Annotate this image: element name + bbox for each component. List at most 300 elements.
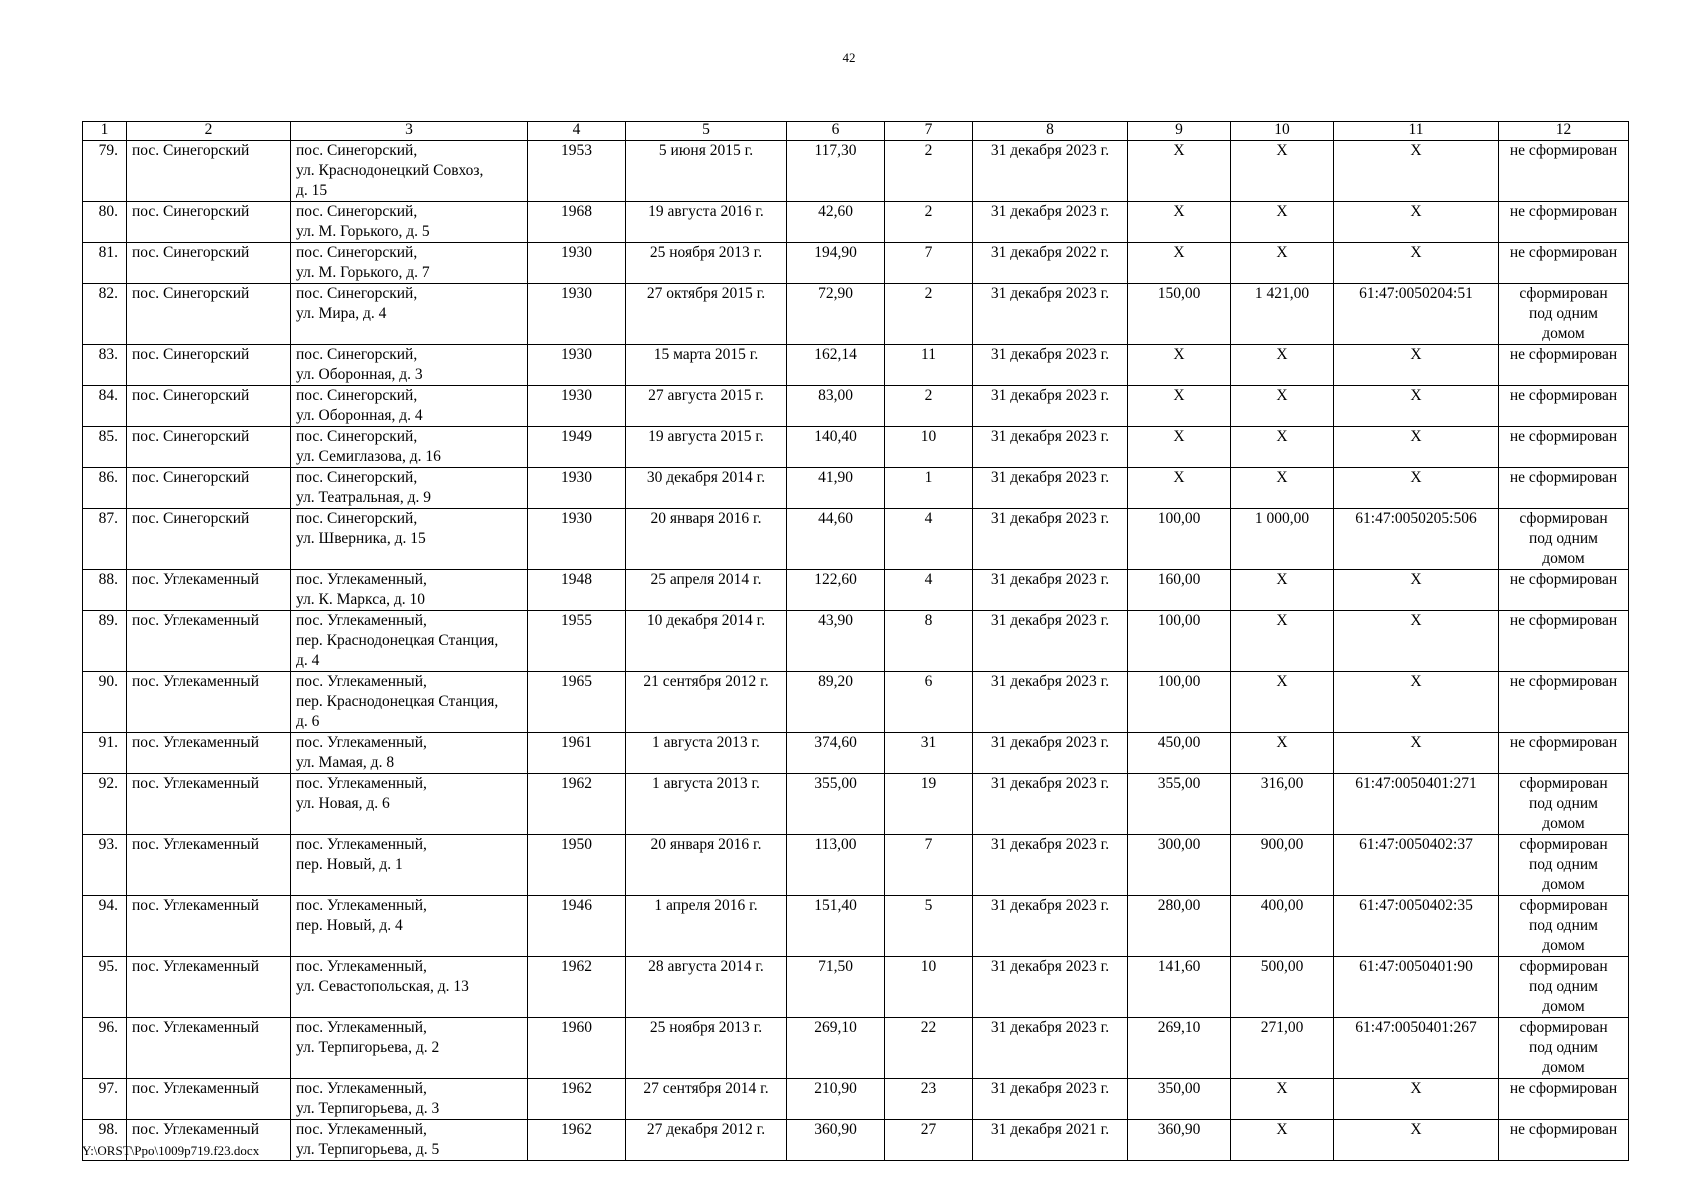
address-line: пос. Синегорский, — [296, 469, 418, 486]
residents-cell: 2 — [885, 141, 973, 202]
settlement-cell: пос. Синегорский — [127, 141, 291, 202]
address-line: ул. Терпигорьева, д. 3 — [296, 1100, 440, 1117]
cadastral-cell: Х — [1334, 611, 1499, 672]
file-path-footer: Y:\ORST\Ppo\1009p719.f23.docx — [82, 1143, 260, 1158]
settlement-cell: пос. Синегорский — [127, 468, 291, 509]
table-body — [83, 122, 1629, 1161]
status-line: сформирован — [1519, 285, 1608, 302]
residents-cell: 1 — [885, 468, 973, 509]
cadastral-cell: 61:47:0050205:506 — [1334, 509, 1499, 570]
status-line: не сформирован — [1509, 571, 1618, 588]
year-cell: 1961 — [528, 733, 626, 774]
col9-cell: 350,00 — [1128, 1079, 1231, 1120]
address-cell — [291, 1079, 528, 1120]
status-line: домом — [1542, 876, 1585, 893]
area-cell: 269,10 — [787, 1018, 885, 1079]
area-cell: 360,90 — [787, 1120, 885, 1161]
row-number: 98. — [83, 1120, 127, 1161]
area-cell: 113,00 — [787, 835, 885, 896]
address-line: пер. Новый, д. 1 — [296, 856, 403, 873]
cadastral-cell: Х — [1334, 468, 1499, 509]
status-line: не сформирован — [1509, 734, 1618, 751]
table-row — [83, 1079, 1629, 1120]
row-number: 80. — [83, 202, 127, 243]
address-line: пос. Синегорский, — [296, 387, 418, 404]
table-row — [83, 509, 1629, 570]
area-cell: 72,90 — [787, 284, 885, 345]
cadastral-cell: 61:47:0050401:267 — [1334, 1018, 1499, 1079]
address-line: д. 15 — [296, 182, 328, 199]
column-header: 10 — [1231, 122, 1334, 141]
date-cell: 19 августа 2015 г. — [626, 427, 787, 468]
col9-cell: 100,00 — [1128, 672, 1231, 733]
year-cell: 1968 — [528, 202, 626, 243]
table-row — [83, 141, 1629, 202]
table-row — [83, 284, 1629, 345]
status-cell — [1499, 896, 1629, 957]
deadline-cell: 31 декабря 2023 г. — [973, 468, 1128, 509]
cadastral-cell: Х — [1334, 1120, 1499, 1161]
settlement-cell: пос. Углекаменный — [127, 672, 291, 733]
address-line: ул. Шверника, д. 15 — [296, 530, 426, 547]
year-cell: 1962 — [528, 1079, 626, 1120]
status-line: под одним — [1529, 305, 1598, 322]
housing-table — [82, 121, 1629, 1161]
status-line: не сформирован — [1509, 387, 1618, 404]
residents-cell: 8 — [885, 611, 973, 672]
column-header: 4 — [528, 122, 626, 141]
status-line: сформирован — [1519, 775, 1608, 792]
col9-cell: Х — [1128, 345, 1231, 386]
area-cell: 122,60 — [787, 570, 885, 611]
status-line: не сформирован — [1509, 469, 1618, 486]
col10-cell: Х — [1231, 427, 1334, 468]
status-line: под одним — [1529, 917, 1598, 934]
date-cell: 25 апреля 2014 г. — [626, 570, 787, 611]
table-row — [83, 1018, 1629, 1079]
status-line: домом — [1542, 937, 1585, 954]
address-line: пос. Синегорский, — [296, 285, 418, 302]
residents-cell: 22 — [885, 1018, 973, 1079]
status-cell — [1499, 733, 1629, 774]
status-cell — [1499, 774, 1629, 835]
area-cell: 194,90 — [787, 243, 885, 284]
deadline-cell: 31 декабря 2023 г. — [973, 570, 1128, 611]
address-cell — [291, 427, 528, 468]
address-line: д. 6 — [296, 713, 320, 730]
status-line: под одним — [1529, 530, 1598, 547]
date-cell: 27 октября 2015 г. — [626, 284, 787, 345]
row-number: 91. — [83, 733, 127, 774]
residents-cell: 23 — [885, 1079, 973, 1120]
address-line: пос. Синегорский, — [296, 510, 418, 527]
residents-cell: 6 — [885, 672, 973, 733]
deadline-cell: 31 декабря 2023 г. — [973, 1079, 1128, 1120]
address-cell — [291, 386, 528, 427]
col9-cell: 160,00 — [1128, 570, 1231, 611]
col10-cell: 900,00 — [1231, 835, 1334, 896]
table-row — [83, 202, 1629, 243]
settlement-cell: пос. Синегорский — [127, 202, 291, 243]
deadline-cell: 31 декабря 2023 г. — [973, 284, 1128, 345]
status-line: домом — [1542, 550, 1585, 567]
status-cell — [1499, 427, 1629, 468]
settlement-cell: пос. Углекаменный — [127, 1079, 291, 1120]
row-number: 79. — [83, 141, 127, 202]
deadline-cell: 31 декабря 2023 г. — [973, 896, 1128, 957]
settlement-cell: пос. Синегорский — [127, 243, 291, 284]
status-line: не сформирован — [1509, 428, 1618, 445]
address-line: пер. Краснодонецкая Станция, — [296, 632, 499, 649]
year-cell: 1950 — [528, 835, 626, 896]
status-line: домом — [1542, 998, 1585, 1015]
address-line: д. 4 — [296, 652, 320, 669]
date-cell: 21 сентября 2012 г. — [626, 672, 787, 733]
address-line: пос. Синегорский, — [296, 142, 418, 159]
area-cell: 374,60 — [787, 733, 885, 774]
row-number: 92. — [83, 774, 127, 835]
cadastral-cell: Х — [1334, 733, 1499, 774]
col10-cell: Х — [1231, 141, 1334, 202]
col9-cell: 450,00 — [1128, 733, 1231, 774]
address-cell — [291, 835, 528, 896]
address-line: пос. Углекаменный, — [296, 1121, 427, 1138]
settlement-cell: пос. Углекаменный — [127, 835, 291, 896]
row-number: 96. — [83, 1018, 127, 1079]
address-cell — [291, 284, 528, 345]
status-line: под одним — [1529, 1039, 1598, 1056]
col9-cell: Х — [1128, 427, 1231, 468]
status-line: домом — [1542, 325, 1585, 342]
area-cell: 42,60 — [787, 202, 885, 243]
status-line: сформирован — [1519, 958, 1608, 975]
col9-cell: 360,90 — [1128, 1120, 1231, 1161]
residents-cell: 7 — [885, 243, 973, 284]
table-row — [83, 427, 1629, 468]
status-line: не сформирован — [1509, 244, 1618, 261]
date-cell: 1 августа 2013 г. — [626, 774, 787, 835]
year-cell: 1960 — [528, 1018, 626, 1079]
year-cell: 1948 — [528, 570, 626, 611]
year-cell: 1930 — [528, 345, 626, 386]
residents-cell: 31 — [885, 733, 973, 774]
address-line: пер. Краснодонецкая Станция, — [296, 693, 499, 710]
row-number: 84. — [83, 386, 127, 427]
row-number: 88. — [83, 570, 127, 611]
year-cell: 1946 — [528, 896, 626, 957]
col10-cell: Х — [1231, 611, 1334, 672]
status-cell — [1499, 1079, 1629, 1120]
deadline-cell: 31 декабря 2023 г. — [973, 509, 1128, 570]
address-line: ул. Оборонная, д. 4 — [296, 407, 423, 424]
col10-cell: Х — [1231, 468, 1334, 509]
column-header: 11 — [1334, 122, 1499, 141]
status-cell — [1499, 570, 1629, 611]
col10-cell: Х — [1231, 1079, 1334, 1120]
column-header: 2 — [127, 122, 291, 141]
year-cell: 1930 — [528, 468, 626, 509]
area-cell: 162,14 — [787, 345, 885, 386]
address-cell — [291, 611, 528, 672]
address-line: пос. Углекаменный, — [296, 1080, 427, 1097]
table-row — [83, 570, 1629, 611]
address-line: пос. Углекаменный, — [296, 612, 427, 629]
date-cell: 1 августа 2013 г. — [626, 733, 787, 774]
year-cell: 1965 — [528, 672, 626, 733]
settlement-cell: пос. Углекаменный — [127, 957, 291, 1018]
address-line: ул. Семиглазова, д. 16 — [296, 448, 441, 465]
settlement-cell: пос. Углекаменный — [127, 896, 291, 957]
deadline-cell: 31 декабря 2023 г. — [973, 611, 1128, 672]
status-line: под одним — [1529, 856, 1598, 873]
address-cell — [291, 672, 528, 733]
address-cell — [291, 468, 528, 509]
status-cell — [1499, 1018, 1629, 1079]
address-line: ул. Театральная, д. 9 — [296, 489, 431, 506]
row-number: 85. — [83, 427, 127, 468]
deadline-cell: 31 декабря 2023 г. — [973, 835, 1128, 896]
status-line: сформирован — [1519, 836, 1608, 853]
row-number: 82. — [83, 284, 127, 345]
col10-cell: Х — [1231, 733, 1334, 774]
col10-cell: 1 421,00 — [1231, 284, 1334, 345]
year-cell: 1962 — [528, 774, 626, 835]
area-cell: 83,00 — [787, 386, 885, 427]
address-line: пос. Синегорский, — [296, 203, 418, 220]
address-cell — [291, 141, 528, 202]
table-row — [83, 835, 1629, 896]
table-row — [83, 386, 1629, 427]
cadastral-cell: Х — [1334, 141, 1499, 202]
address-cell — [291, 1120, 528, 1161]
address-line: ул. К. Маркса, д. 10 — [296, 591, 426, 608]
col9-cell: 100,00 — [1128, 509, 1231, 570]
column-header: 12 — [1499, 122, 1629, 141]
area-cell: 41,90 — [787, 468, 885, 509]
col10-cell: 271,00 — [1231, 1018, 1334, 1079]
settlement-cell: пос. Углекаменный — [127, 1120, 291, 1161]
status-line: домом — [1542, 1059, 1585, 1076]
area-cell: 44,60 — [787, 509, 885, 570]
row-number: 95. — [83, 957, 127, 1018]
residents-cell: 2 — [885, 284, 973, 345]
date-cell: 30 декабря 2014 г. — [626, 468, 787, 509]
date-cell: 25 ноября 2013 г. — [626, 243, 787, 284]
status-cell — [1499, 835, 1629, 896]
row-number: 89. — [83, 611, 127, 672]
status-cell — [1499, 509, 1629, 570]
status-cell — [1499, 1120, 1629, 1161]
address-line: пос. Синегорский, — [296, 244, 418, 261]
deadline-cell: 31 декабря 2021 г. — [973, 1120, 1128, 1161]
deadline-cell: 31 декабря 2023 г. — [973, 1018, 1128, 1079]
settlement-cell: пос. Углекаменный — [127, 733, 291, 774]
settlement-cell: пос. Синегорский — [127, 345, 291, 386]
deadline-cell: 31 декабря 2023 г. — [973, 957, 1128, 1018]
address-cell — [291, 733, 528, 774]
residents-cell: 2 — [885, 386, 973, 427]
settlement-cell: пос. Углекаменный — [127, 611, 291, 672]
status-cell — [1499, 386, 1629, 427]
cadastral-cell: Х — [1334, 1079, 1499, 1120]
cadastral-cell: Х — [1334, 345, 1499, 386]
status-line: не сформирован — [1509, 142, 1618, 159]
address-line: пос. Углекаменный, — [296, 734, 427, 751]
settlement-cell: пос. Углекаменный — [127, 1018, 291, 1079]
residents-cell: 2 — [885, 202, 973, 243]
residents-cell: 7 — [885, 835, 973, 896]
date-cell: 25 ноября 2013 г. — [626, 1018, 787, 1079]
status-line: не сформирован — [1509, 346, 1618, 363]
table-row — [83, 733, 1629, 774]
col9-cell: Х — [1128, 468, 1231, 509]
column-header: 8 — [973, 122, 1128, 141]
status-line: домом — [1542, 815, 1585, 832]
col9-cell: 150,00 — [1128, 284, 1231, 345]
address-line: пос. Углекаменный, — [296, 897, 427, 914]
date-cell: 1 апреля 2016 г. — [626, 896, 787, 957]
column-header: 1 — [83, 122, 127, 141]
residents-cell: 4 — [885, 509, 973, 570]
column-header: 7 — [885, 122, 973, 141]
settlement-cell: пос. Синегорский — [127, 427, 291, 468]
date-cell: 27 декабря 2012 г. — [626, 1120, 787, 1161]
address-cell — [291, 957, 528, 1018]
status-cell — [1499, 202, 1629, 243]
row-number: 81. — [83, 243, 127, 284]
table-row — [83, 611, 1629, 672]
status-cell — [1499, 468, 1629, 509]
table-row — [83, 957, 1629, 1018]
address-cell — [291, 774, 528, 835]
residents-cell: 10 — [885, 427, 973, 468]
col10-cell: Х — [1231, 386, 1334, 427]
address-line: ул. Терпигорьева, д. 2 — [296, 1039, 440, 1056]
col9-cell: Х — [1128, 141, 1231, 202]
table-row — [83, 1120, 1629, 1161]
column-header: 3 — [291, 122, 528, 141]
date-cell: 27 августа 2015 г. — [626, 386, 787, 427]
deadline-cell: 31 декабря 2023 г. — [973, 672, 1128, 733]
residents-cell: 10 — [885, 957, 973, 1018]
col9-cell: 269,10 — [1128, 1018, 1231, 1079]
address-line: ул. М. Горького, д. 7 — [296, 264, 430, 281]
col10-cell: 1 000,00 — [1231, 509, 1334, 570]
address-cell — [291, 202, 528, 243]
date-cell: 27 сентября 2014 г. — [626, 1079, 787, 1120]
settlement-cell: пос. Синегорский — [127, 284, 291, 345]
column-header: 5 — [626, 122, 787, 141]
year-cell: 1962 — [528, 957, 626, 1018]
address-cell — [291, 509, 528, 570]
year-cell: 1953 — [528, 141, 626, 202]
col10-cell: Х — [1231, 672, 1334, 733]
table-row — [83, 345, 1629, 386]
residents-cell: 19 — [885, 774, 973, 835]
year-cell: 1930 — [528, 509, 626, 570]
col9-cell: 141,60 — [1128, 957, 1231, 1018]
row-number: 97. — [83, 1079, 127, 1120]
area-cell: 210,90 — [787, 1079, 885, 1120]
row-number: 93. — [83, 835, 127, 896]
column-header: 6 — [787, 122, 885, 141]
year-cell: 1930 — [528, 243, 626, 284]
address-line: ул. Севастопольская, д. 13 — [296, 978, 469, 995]
deadline-cell: 31 декабря 2023 г. — [973, 202, 1128, 243]
cadastral-cell: Х — [1334, 386, 1499, 427]
year-cell: 1949 — [528, 427, 626, 468]
date-cell: 20 января 2016 г. — [626, 509, 787, 570]
cadastral-cell: Х — [1334, 243, 1499, 284]
date-cell: 28 августа 2014 г. — [626, 957, 787, 1018]
residents-cell: 11 — [885, 345, 973, 386]
area-cell: 151,40 — [787, 896, 885, 957]
table-row — [83, 672, 1629, 733]
status-line: не сформирован — [1509, 203, 1618, 220]
address-line: пер. Новый, д. 4 — [296, 917, 403, 934]
address-line: ул. Мира, д. 4 — [296, 305, 387, 322]
settlement-cell: пос. Углекаменный — [127, 570, 291, 611]
cadastral-cell: Х — [1334, 202, 1499, 243]
row-number: 90. — [83, 672, 127, 733]
address-cell — [291, 1018, 528, 1079]
date-cell: 10 декабря 2014 г. — [626, 611, 787, 672]
deadline-cell: 31 декабря 2023 г. — [973, 345, 1128, 386]
row-number: 87. — [83, 509, 127, 570]
area-cell: 89,20 — [787, 672, 885, 733]
date-cell: 15 марта 2015 г. — [626, 345, 787, 386]
status-line: под одним — [1529, 795, 1598, 812]
address-line: ул. Краснодонецкий Совхоз, — [296, 162, 484, 179]
status-line: сформирован — [1519, 1019, 1608, 1036]
page-number: 42 — [842, 50, 856, 65]
date-cell: 20 января 2016 г. — [626, 835, 787, 896]
address-line: пос. Углекаменный, — [296, 1019, 427, 1036]
col9-cell: 355,00 — [1128, 774, 1231, 835]
area-cell: 117,30 — [787, 141, 885, 202]
residents-cell: 5 — [885, 896, 973, 957]
table-row — [83, 774, 1629, 835]
address-cell — [291, 345, 528, 386]
year-cell: 1955 — [528, 611, 626, 672]
status-line: сформирован — [1519, 510, 1608, 527]
address-line: ул. Оборонная, д. 3 — [296, 366, 423, 383]
status-line: не сформирован — [1509, 1121, 1618, 1138]
col9-cell: 100,00 — [1128, 611, 1231, 672]
col9-cell: Х — [1128, 243, 1231, 284]
year-cell: 1962 — [528, 1120, 626, 1161]
residents-cell: 4 — [885, 570, 973, 611]
address-line: ул. М. Горького, д. 5 — [296, 223, 430, 240]
cadastral-cell: 61:47:0050402:35 — [1334, 896, 1499, 957]
row-number: 83. — [83, 345, 127, 386]
address-cell — [291, 896, 528, 957]
settlement-cell: пос. Синегорский — [127, 509, 291, 570]
status-cell — [1499, 141, 1629, 202]
cadastral-cell: 61:47:0050204:51 — [1334, 284, 1499, 345]
date-cell: 5 июня 2015 г. — [626, 141, 787, 202]
col10-cell: 316,00 — [1231, 774, 1334, 835]
status-line: под одним — [1529, 978, 1598, 995]
address-line: пос. Синегорский, — [296, 428, 418, 445]
address-cell — [291, 243, 528, 284]
year-cell: 1930 — [528, 386, 626, 427]
address-line: пос. Синегорский, — [296, 346, 418, 363]
address-line: пос. Углекаменный, — [296, 571, 427, 588]
address-line: пос. Углекаменный, — [296, 836, 427, 853]
cadastral-cell: Х — [1334, 427, 1499, 468]
year-cell: 1930 — [528, 284, 626, 345]
